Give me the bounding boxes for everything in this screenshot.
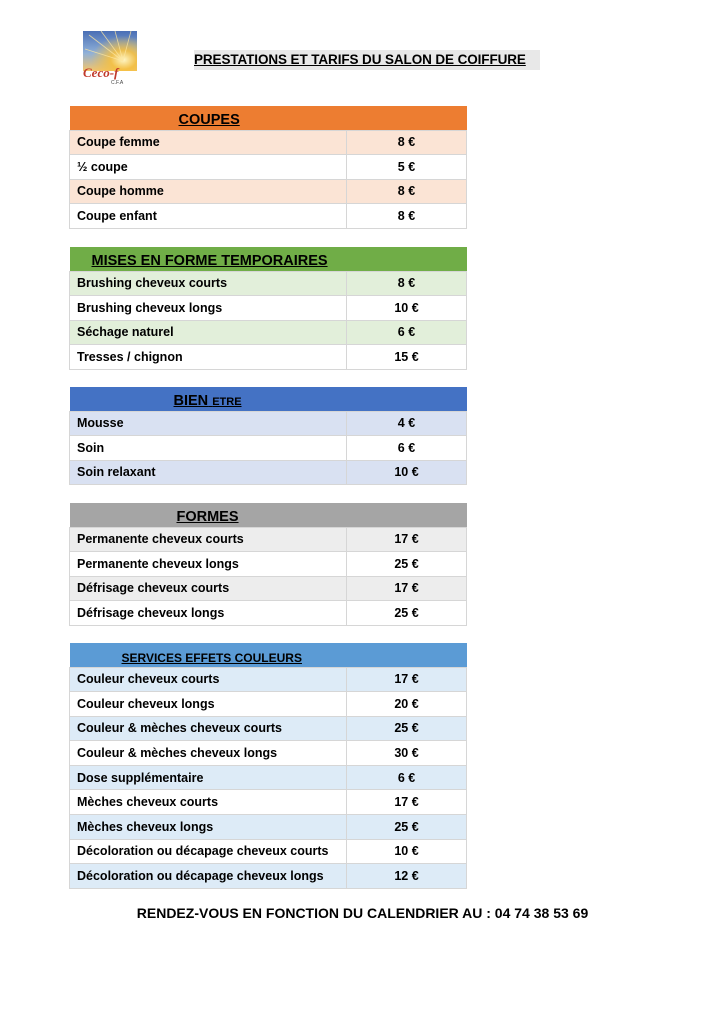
section-title-text: COUPES	[178, 111, 240, 128]
price-row	[70, 130, 467, 155]
service-label: Mèches cheveux longs	[70, 815, 347, 840]
section-formes	[69, 503, 467, 626]
logo-graphic	[81, 31, 137, 85]
service-label: Mèches cheveux courts	[70, 790, 347, 815]
price-row	[70, 839, 467, 864]
price-row	[70, 692, 467, 717]
section-title	[70, 106, 467, 130]
price-row	[70, 864, 467, 889]
service-label: Brushing cheveux longs	[70, 296, 347, 321]
service-label: Défrisage cheveux longs	[70, 601, 347, 626]
service-price: 20 €	[347, 692, 467, 717]
service-price: 17 €	[347, 576, 467, 601]
service-label: Couleur & mèches cheveux courts	[70, 716, 347, 741]
price-row	[70, 460, 467, 485]
service-price: 4 €	[347, 411, 467, 436]
price-row	[70, 667, 467, 692]
section-title-text: SERVICES EFFETS COULEURS	[121, 650, 302, 665]
price-row	[70, 716, 467, 741]
section-title	[70, 643, 467, 667]
service-price: 10 €	[347, 296, 467, 321]
price-row	[70, 576, 467, 601]
section-title	[70, 503, 467, 527]
service-price: 25 €	[347, 716, 467, 741]
price-row	[70, 271, 467, 296]
service-price: 5 €	[347, 155, 467, 180]
svg-text:Ceco-f: Ceco-f	[83, 65, 119, 80]
service-label: Permanente cheveux courts	[70, 527, 347, 552]
service-price: 10 €	[347, 460, 467, 485]
service-label: Tresses / chignon	[70, 345, 347, 370]
service-label: Couleur & mèches cheveux longs	[70, 741, 347, 766]
section-mises-en-forme-temporaires	[69, 247, 467, 370]
service-label: Permanente cheveux longs	[70, 552, 347, 577]
service-label: Coupe enfant	[70, 204, 347, 229]
price-row	[70, 741, 467, 766]
service-price: 17 €	[347, 527, 467, 552]
section-services-effets-couleurs	[69, 643, 467, 889]
price-row	[70, 436, 467, 461]
svg-text:C.F.A: C.F.A	[111, 80, 124, 85]
service-label: Coupe femme	[70, 130, 347, 155]
service-price: 8 €	[347, 179, 467, 204]
section-title	[70, 387, 467, 411]
service-price: 30 €	[347, 741, 467, 766]
appointment-footer: RENDEZ-VOUS EN FONCTION DU CALENDRIER AU : 04 74 38 53 69	[136, 905, 589, 921]
service-label: Mousse	[70, 411, 347, 436]
service-label: Soin	[70, 436, 347, 461]
price-row	[70, 204, 467, 229]
price-row	[70, 296, 467, 321]
service-price: 6 €	[347, 436, 467, 461]
service-label: Soin relaxant	[70, 460, 347, 485]
service-label: Couleur cheveux courts	[70, 667, 347, 692]
cecof-logo	[81, 31, 137, 85]
service-label: Défrisage cheveux courts	[70, 576, 347, 601]
service-price: 8 €	[347, 271, 467, 296]
service-price: 6 €	[347, 765, 467, 790]
service-price: 6 €	[347, 320, 467, 345]
price-row	[70, 527, 467, 552]
service-label: Coupe homme	[70, 179, 347, 204]
price-row	[70, 815, 467, 840]
service-price: 15 €	[347, 345, 467, 370]
service-price: 8 €	[347, 130, 467, 155]
page-title: PRESTATIONS ET TARIFS DU SALON DE COIFFURE	[194, 50, 540, 70]
service-label: Dose supplémentaire	[70, 765, 347, 790]
price-row	[70, 345, 467, 370]
section-bien	[69, 387, 467, 485]
service-price: 10 €	[347, 839, 467, 864]
service-label: Brushing cheveux courts	[70, 271, 347, 296]
service-price: 12 €	[347, 864, 467, 889]
price-row	[70, 790, 467, 815]
section-title-text: FORMES	[176, 508, 239, 525]
price-row	[70, 411, 467, 436]
price-row	[70, 765, 467, 790]
price-row	[70, 155, 467, 180]
service-label: Décoloration ou décapage cheveux courts	[70, 839, 347, 864]
service-price: 8 €	[347, 204, 467, 229]
section-title	[70, 247, 467, 271]
service-label: Séchage naturel	[70, 320, 347, 345]
service-price: 25 €	[347, 552, 467, 577]
service-label: Décoloration ou décapage cheveux longs	[70, 864, 347, 889]
service-price: 17 €	[347, 790, 467, 815]
service-price: 25 €	[347, 815, 467, 840]
price-row	[70, 179, 467, 204]
service-price: 17 €	[347, 667, 467, 692]
section-title-suffix: ETRE	[212, 395, 242, 408]
price-row	[70, 552, 467, 577]
section-coupes	[69, 106, 467, 229]
service-price: 25 €	[347, 601, 467, 626]
section-title-text: BIEN	[173, 392, 209, 409]
service-label: Couleur cheveux longs	[70, 692, 347, 717]
section-title-text: MISES EN FORME TEMPORAIRES	[91, 252, 328, 269]
price-row	[70, 601, 467, 626]
price-row	[70, 320, 467, 345]
service-label: ½ coupe	[70, 155, 347, 180]
